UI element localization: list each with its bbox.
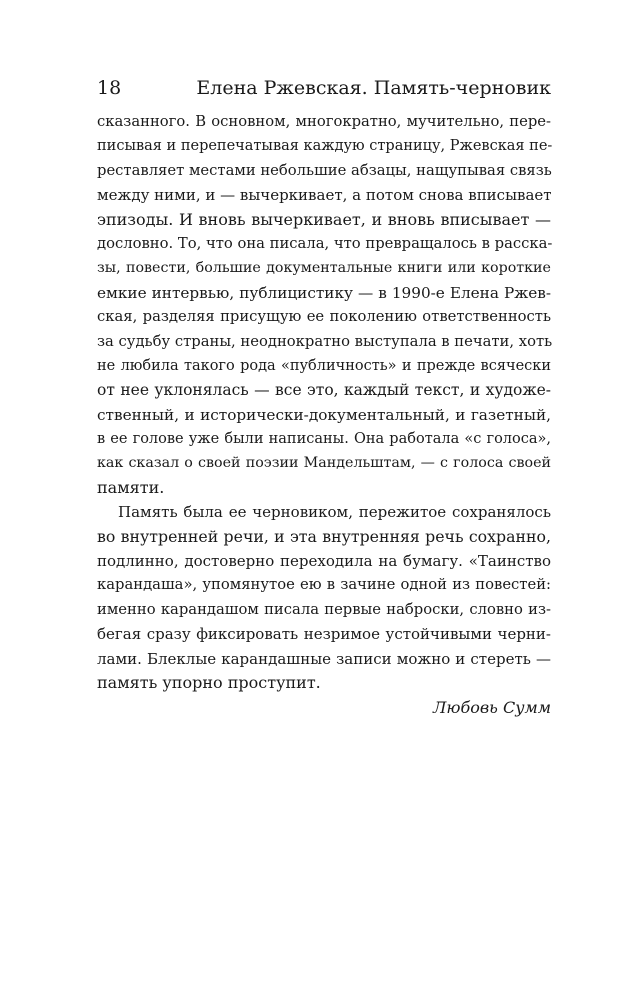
text-line: карандаша», упомянутое ею в зачине одной из повестей: [97, 576, 551, 594]
text-line: за судьбу страны, неоднократно выступала в печати, хоть [97, 332, 553, 350]
author-signature: Любовь Сумм [433, 698, 551, 718]
page-number: 18 [97, 77, 122, 99]
text-line: память упорно проступит. [97, 672, 321, 692]
text-line: лами. Блеклые карандашные записи можно и стереть — [97, 649, 551, 668]
text-line: дословно. То, что она писала, что превращалось в расска- [97, 234, 553, 252]
text-line: между ними, и — вычеркивает, а потом снова вписывает [97, 186, 552, 205]
text-line: как сказал о своей поэзии Мандельштам, — с голоса своей [97, 455, 551, 472]
text-line: именно карандашом писала первые наброски, словно из- [97, 600, 551, 618]
text-line: эпизоды. И вновь вычеркивает, и вновь вписывает — [97, 209, 551, 229]
text-line: реставляет местами небольшие абзацы, нащупывая связь [97, 161, 552, 179]
text-line: ственный, и исторически-документальный, и газетный, [97, 405, 551, 424]
text-line: в ее голове уже были написаны. Она работала «с голоса», [97, 431, 551, 448]
running-header [97, 72, 551, 104]
text-line: бегая сразу фиксировать незримое устойчивыми черни- [97, 625, 551, 644]
text-line: ская, разделяя присущую ее поколению ответственность [97, 308, 551, 326]
text-line: не любила такого рода «публичность» и прежде всячески [97, 357, 551, 374]
running-title: Елена Ржевская. Память-черновик [196, 77, 551, 99]
text-line: емкие интервью, публицистику — в 1990-е Елена Ржев- [97, 283, 551, 302]
body-text [97, 110, 551, 721]
paragraph-2 [97, 500, 551, 695]
text-line: зы, повести, большие документальные книги или короткие [97, 260, 551, 277]
paragraph-1 [97, 110, 551, 500]
text-line: памяти. [97, 477, 165, 497]
text-line: писывая и перепечатывая каждую страницу, Ржевская пе- [97, 138, 553, 155]
text-line: сказанного. В основном, многократно, мучительно, пере- [97, 113, 551, 130]
text-line: от нее уклонялась — все это, каждый текст, и художе- [97, 381, 551, 400]
text-line: Память была ее черновиком, пережитое сохранялось [118, 503, 551, 522]
text-line: во внутренней речи, и эта внутренняя речь сохранно, [97, 526, 551, 546]
text-line: подлинно, достоверно переходила на бумагу. «Таинство [97, 552, 551, 571]
